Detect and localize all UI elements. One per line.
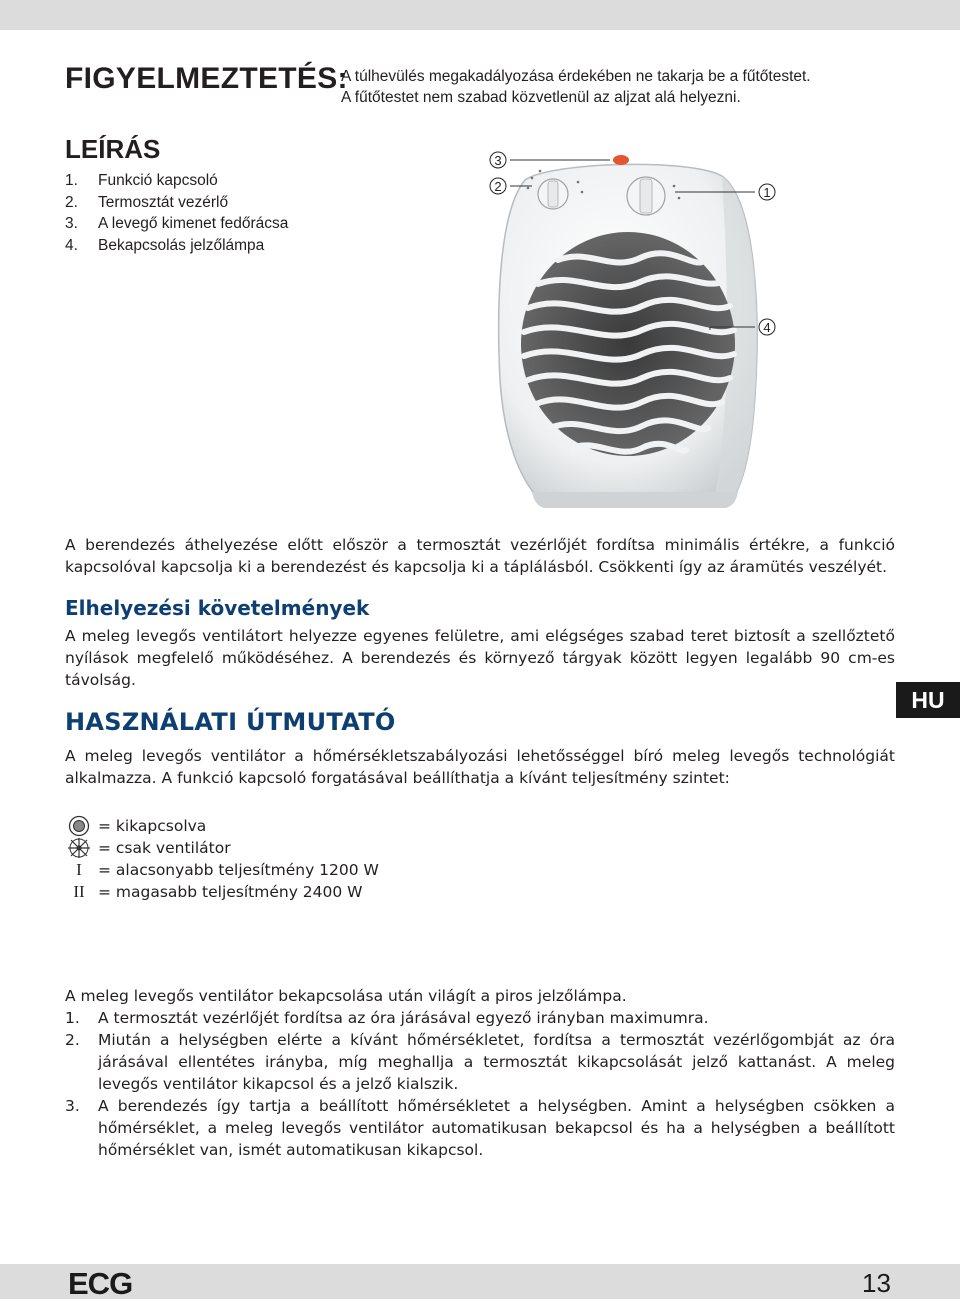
mode-row-low: I = alacsonyabb teljesítmény 1200 W [60,859,379,881]
placement-heading: Elhelyezési követelmények [65,596,370,620]
callout-1: 1 [763,185,771,200]
list-item: 4. Bekapcsolás jelzőlámpa [65,236,265,254]
operation-steps [65,1007,895,1161]
callout-4: 4 [763,320,771,335]
warning-line: A fűtőtestet nem szabad közvetlenül az aljzat alá helyezni. [341,89,741,106]
list-item: 2. Termosztát vezérlő [65,193,229,211]
list-item: 1. A termosztát vezérlőjét fordítsa az óra járásával egyező irányban maximumra. [65,1009,709,1027]
footer-bar [0,1264,960,1299]
page-number: 13 [862,1268,891,1298]
language-badge: HU [896,682,960,718]
placement-text: A meleg levegős ventilátort helyezze egyenes felületre, ami elégséges szabad teret biztosít a szellőztető nyílások megfelelő működéséhez. A berendezés és környező tárgyak között legyen legalább 90 cm-es távolság. [65,627,895,689]
callout-2: 2 [494,179,502,194]
high-power-symbol: II [73,882,85,901]
list-item: 1. Funkció kapcsoló [65,172,218,189]
usage-heading: HASZNÁLATI ÚTMUTATÓ [65,708,396,736]
warning-text [341,66,901,108]
heater-illustration [470,140,800,520]
warning-line: A túlhevülés megakadályozása érdekében ne takarja be a fűtőtestet. [341,68,811,85]
fan-icon [60,837,98,859]
brand-logo: ECG [68,1266,133,1301]
list-item: 2. Miután a helységben elérte a kívánt hőmérsékletet, fordítsa a termosztát vezérlőgombját az óra járásával ellentétes irányba, míg meghallja a termosztát kikapcsolását jelző kattanást. A meleg levegős ventilátor kikapcsol és a jelző kialszik. [65,1031,895,1093]
operation-intro: A meleg levegős ventilátor bekapcsolása után világít a piros jelzőlámpa. [65,987,627,1005]
mode-row-off: = kikapcsolva [60,815,379,837]
off-icon [60,815,98,837]
description-list [65,170,288,256]
mode-row-high: II = magasabb teljesítmény 2400 W [60,881,379,903]
low-power-symbol: I [76,860,82,879]
description-title: LEÍRÁS [65,134,161,164]
usage-text: A meleg levegős ventilátor a hőmérsékletszabályozási lehetősséggel bíró meleg levegős technológiát alkalmazza. A funkció kapcsoló forgatásával beállíthatja a kívánt teljesítmény szintet: [65,747,895,787]
mode-row-fan: = csak ventilátor [60,837,379,859]
list-item: 3. A berendezés így tartja a beállított hőmérsékletet a helységben. Amint a helységben csökken a hőmérséklet, a meleg levegős ventilátor automatikusan bekapcsol és ha a helységben a beállított hőmérséklet van, ismét automatikusan kikapcsol. [65,1097,895,1159]
mode-legend [60,815,379,903]
callout-3: 3 [494,153,502,168]
intro-paragraph: A berendezés áthelyezése előtt először a termosztát vezérlőjét fordítsa minimális értékre, a funkció kapcsolóval kapcsolja ki a berendezést és kapcsolja ki a táplálásból. Csökkenti így az áramütés veszélyét. [65,536,895,576]
warning-title: FIGYELMEZTETÉS: [65,62,348,95]
top-bar [0,0,960,30]
list-item: 3. A levegő kimenet fedőrácsa [65,215,289,232]
